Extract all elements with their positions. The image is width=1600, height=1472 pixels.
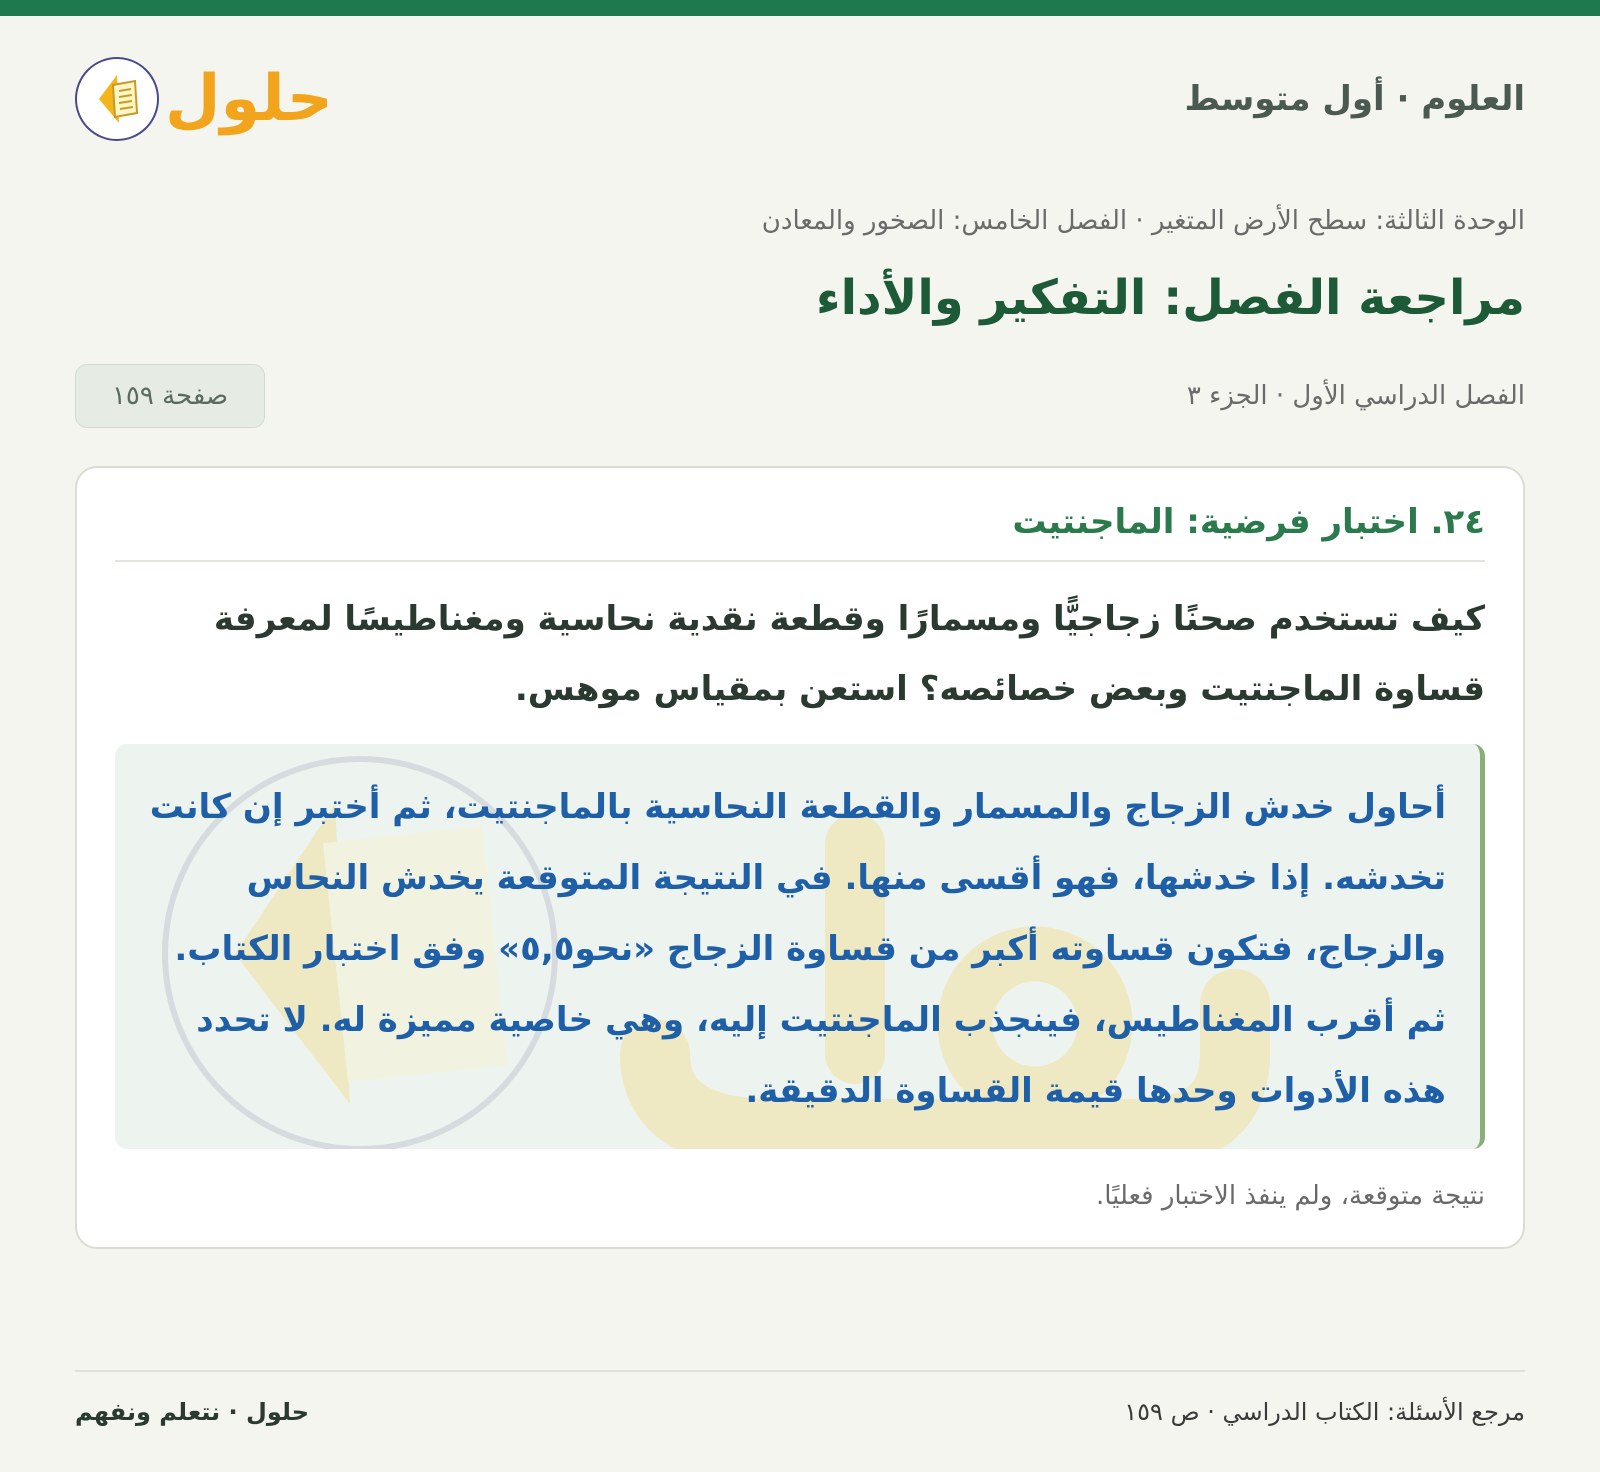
question-card [75, 466, 1525, 1249]
question-title: ٢٤. اختبار فرضية: الماجنتيت [115, 502, 1485, 562]
answer-box [115, 744, 1485, 1149]
subject-label: العلوم · أول متوسط [1184, 79, 1525, 119]
footer-reference: مرجع الأسئلة: الكتاب الدراسي · ص ١٥٩ [1124, 1398, 1525, 1426]
page-number-badge: صفحة ١٥٩ [75, 364, 265, 428]
footer [75, 1370, 1525, 1426]
logo-wordmark: حلول [165, 62, 333, 136]
answer-text: أحاول خدش الزجاج والمسمار والقطعة النحاسية بالماجنتيت، ثم أختبر إن كانت تخدشه. إذا خدشها، فهو أقسى منها. في النتيجة المتوقعة يخدش النحاس والزجاج، فتكون قساوته أكبر من قساوة الزجاج «نحو٥,٥» وفق اختبار الكتاب. ثم أقرب المغناطيس، فينجذب الماجنتيت إليه، وهي خاصية مميزة له. لا تحدد هذه الأدوات وحدها قيمة القساوة الدقيقة. [149, 787, 1446, 1111]
breadcrumb: الوحدة الثالثة: سطح الأرض المتغير · الفصل الخامس: الصخور والمعادن [761, 206, 1525, 236]
footer-brand[interactable]: حلول · نتعلم ونفهم [75, 1398, 309, 1426]
site-logo[interactable] [75, 57, 333, 141]
page-content [0, 16, 1600, 1249]
question-text: كيف تستخدم صحنًا زجاجيًّا ومسمارًا وقطعة نقدية نحاسية ومغناطيسًا لمعرفة قساوة الماجنتيت وبعض خصائصه؟ استعن بمقياس موهس. [213, 599, 1485, 709]
top-accent-bar [0, 0, 1600, 16]
header [75, 16, 1525, 196]
semester-label: الفصل الدراسي الأول · الجزء ٣ [1186, 381, 1525, 411]
meta-row [75, 364, 1525, 428]
page-title: مراجعة الفصل: التفكير والأداء [816, 270, 1525, 326]
answer-note: نتيجة متوقعة، ولم ينفذ الاختبار فعليًا. [1095, 1181, 1485, 1211]
book-icon [75, 57, 159, 141]
